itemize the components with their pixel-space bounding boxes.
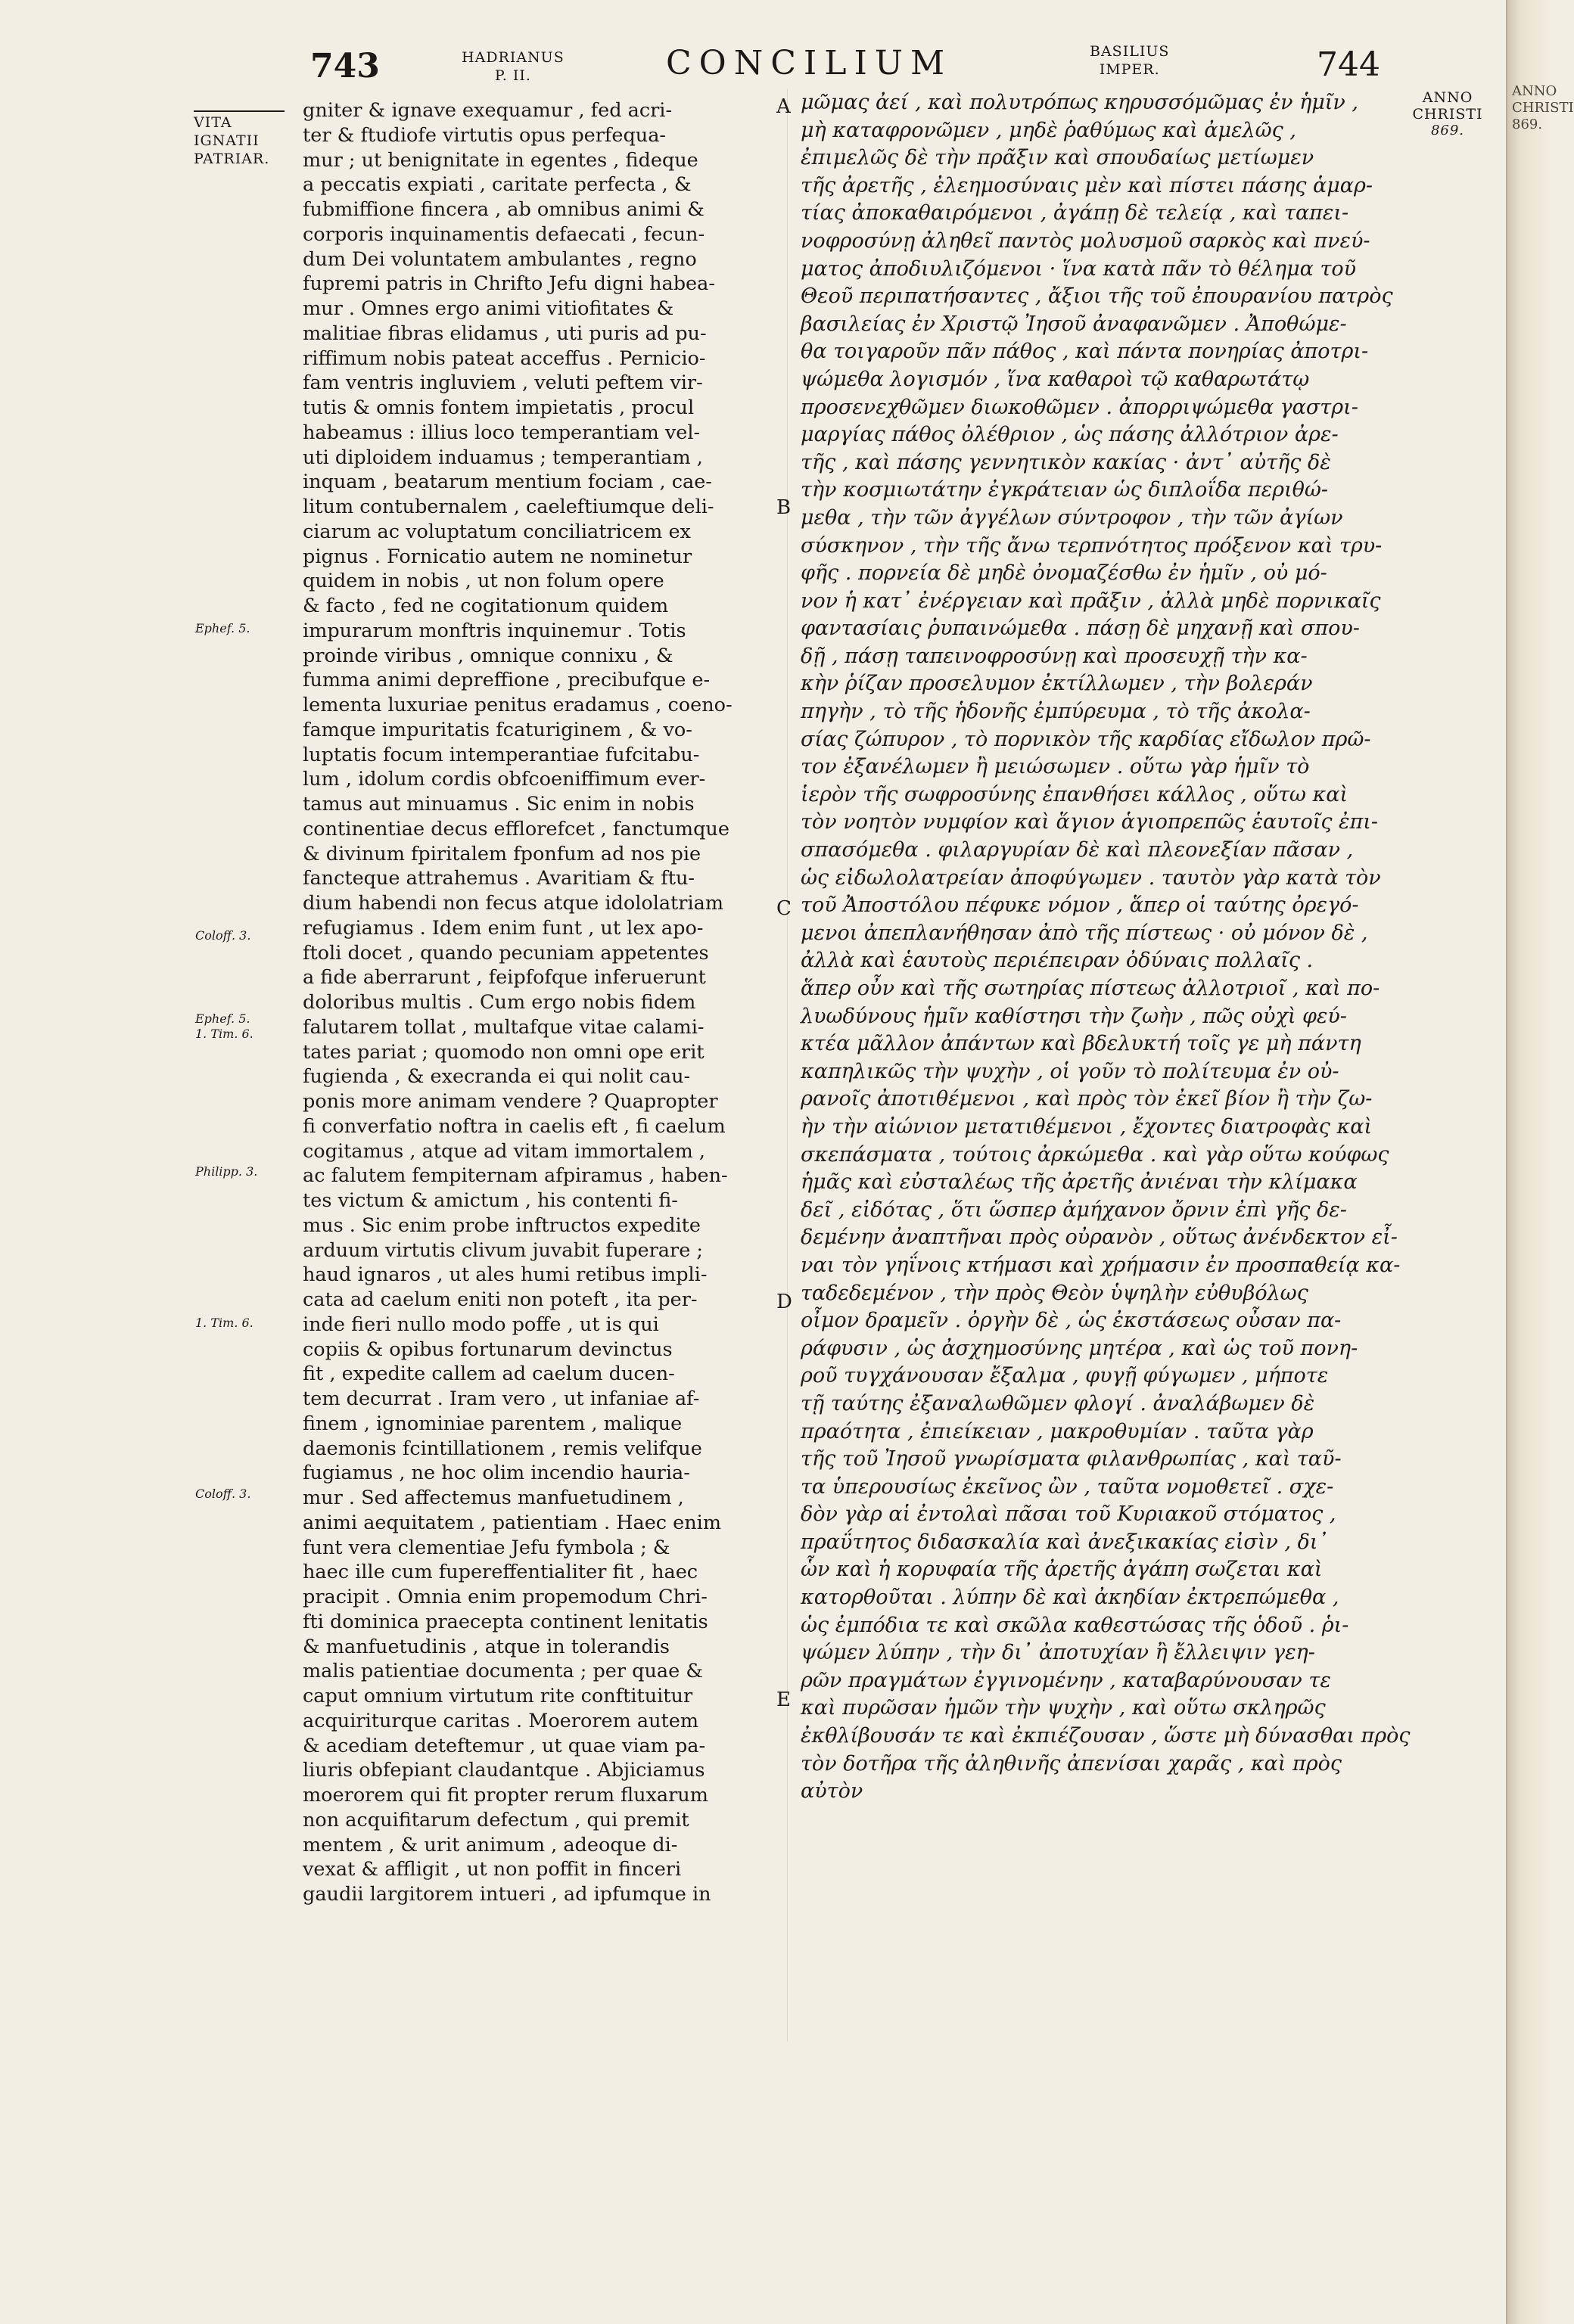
greek-text-line: ὡς εἰδωλολατρείαν ἀποφύγωμεν . ταυτὸν γὰρ κατὰ τὸν <box>801 865 1381 890</box>
latin-text-line: refugiamus . Idem enim funt , ut lex apo- <box>303 916 704 940</box>
greek-text-line: ράφυσιν , ὡς ἀσχημοσύνης μητέρα , καὶ ὡς τοῦ πονη- <box>801 1336 1358 1360</box>
latin-text-line: inquam , beatarum mentium fociam , cae- <box>303 471 712 494</box>
greek-text-line: ἐπιμελῶς δὲ τὴν πρᾶξιν καὶ σπουδαίως μετίωμεν <box>801 146 1314 170</box>
latin-text-line: & acediam deteftemur , ut quae viam pa- <box>303 1734 706 1757</box>
latin-text-line: cata ad caelum eniti non poteft , ita per- <box>303 1288 698 1311</box>
greek-text-line: κτέα μᾶλλον ἀπάντων καὶ βδελυκτή τοῖς γε μὴ πάντη <box>801 1032 1361 1056</box>
greek-text-line: τὸν νοητὸν νυμφίον καὶ ἅγιον ἁγιοπρεπῶς ἑαυτοῖς ἐπι- <box>801 810 1379 834</box>
latin-text-line: mentem , & urit animum , adeoque di- <box>303 1833 678 1856</box>
greek-text-line: καπηλικῶς τὴν ψυχὴν , οἱ γοῦν τὸ πολίτευμα ἐν οὐ- <box>801 1059 1339 1083</box>
side-label-vita-ignatii <box>194 110 285 168</box>
greek-text-line: σίας ζώπυρον , τὸ πορνικὸν τῆς καρδίας εἴδωλον πρῶ- <box>801 727 1371 751</box>
latin-text-line: fubmiffione fincera , ab omnibus animi & <box>303 198 705 221</box>
edge-anno: ANNO <box>1512 83 1557 99</box>
latin-text-line: cogitamus , atque ad vitam immortalem , <box>303 1139 706 1163</box>
latin-text-line: fupremi patris in Chrifto Jefu digni habea- <box>303 272 715 296</box>
latin-text-line: dum Dei voluntatem ambulantes , regno <box>303 247 697 271</box>
latin-text-line: vexat & affligit , ut non poffit in finceri <box>303 1858 682 1881</box>
greek-text-line: θα τοιγαροῦν πᾶν πάθος , καὶ πάντα πονηρίας ἀποτρι- <box>801 340 1369 364</box>
running-head-right-line2: IMPER. <box>1099 61 1160 78</box>
latin-text-line: daemonis fcintillationem , remis velifque <box>303 1437 702 1460</box>
latin-text-line: tes victum & amictum , his contenti fi- <box>303 1189 678 1212</box>
greek-text-line: ματος ἀποδιυλιζόμενοι · ἵνα κατὰ πᾶν τὸ θέλημα τοῦ <box>801 256 1357 281</box>
margin-note: Ephef. 5. <box>195 1011 250 1026</box>
latin-text-line: a peccatis expiati , caritate perfecta , & <box>303 173 692 197</box>
latin-text-line: fit , expedite callem ad caelum ducen- <box>303 1362 675 1386</box>
margin-note: Coloff. 3. <box>195 928 251 943</box>
section-letter-c: C <box>776 897 792 920</box>
greek-text-line: δεμένην ἀναπτῆναι πρὸς οὐρανὸν , οὕτως ἀνένδεκτον εἶ- <box>801 1226 1398 1250</box>
greek-text-line: φῆς . πορνεία δὲ μηδὲ ὀνομαζέσθω ἐν ἡμῖν , οὐ μό- <box>801 561 1327 586</box>
greek-text-line: τον ἐξανέλωμεν ἢ μειώσωμεν . οὕτω γὰρ ἡμῖν τὸ <box>801 755 1310 779</box>
latin-text-line: fugiamus , ne hoc olim incendio hauria- <box>303 1462 690 1485</box>
column-divider <box>787 89 788 2041</box>
latin-text-line: lementa luxuriae penitus eradamus , coeno- <box>303 694 733 716</box>
greek-text-line: τῆς ἀρετῆς , ἐλεημοσύναις μὲν καὶ πίστει πάσης ἁμαρ- <box>801 173 1373 197</box>
adjacent-page-edge <box>1506 0 1574 2324</box>
latin-text-line: fancteque attrahemus . Avaritiam & ftu- <box>303 867 695 890</box>
latin-text-line: caput omnium virtutum rite conftituitur <box>303 1685 693 1707</box>
latin-text-line: tem decurrat . Iram vero , ut infaniae af- <box>303 1387 700 1410</box>
greek-text-line: ὡς ἐμπόδια τε καὶ σκῶλα καθεστώσας τῆς ὁδοῦ . ῥι- <box>801 1613 1349 1637</box>
running-head-right-line1: BASILIUS <box>1090 43 1170 60</box>
greek-text-line: πραΰτητος διδασκαλία καὶ ἀνεξικακίας εἰσὶν , δι᾽ <box>801 1530 1328 1554</box>
section-letter-a: A <box>776 95 791 118</box>
running-head-left-line1: HADRIANUS <box>462 49 565 66</box>
latin-text-line: finem , ignominiae parentem , malique <box>303 1412 683 1435</box>
running-title: CONCILIUM <box>666 44 953 82</box>
latin-text-line: famque impuritatis fcaturiginem , & vo- <box>303 718 692 741</box>
margin-note: Coloff. 3. <box>195 1487 251 1501</box>
greek-text-line: αὐτὸν <box>801 1779 863 1804</box>
latin-text-line: fam ventris ingluviem , veluti peftem vir- <box>303 371 703 395</box>
greek-text-line: ψώμεν λύπην , τὴν δι᾽ ἀποτυχίαν ἢ ἔλλειψιν γεη- <box>801 1641 1315 1665</box>
greek-text-line: τίας ἀποκαθαιρόμενοι , ἀγάπῃ δὲ τελείᾳ , καὶ ταπει- <box>801 201 1349 225</box>
margin-note: 1. Tim. 6. <box>195 1316 254 1330</box>
latin-text-line: fi converfatio noftra in caelis eft , fi caelum <box>303 1114 726 1138</box>
greek-text-line: μαργίας πάθος ὀλέθριον , ὡς πάσης ἀλλότριον ἀρε- <box>801 423 1339 447</box>
latin-text-line: quidem in nobis , ut non folum opere <box>303 570 664 593</box>
latin-text-line: liuris obfepiant claudantque . Abjiciamus <box>303 1759 705 1782</box>
running-head-left-line2: P. II. <box>494 67 531 84</box>
latin-text-line: pracipit . Omnia enim propemodum Chri- <box>303 1586 708 1608</box>
latin-text-line: dium habendi non fecus atque idololatriam <box>303 892 724 915</box>
latin-text-line: gaudii largitorem intueri , ad ipfumque in <box>303 1883 711 1906</box>
latin-text-line: arduum virtutis clivum juvabit fuperare ; <box>303 1238 703 1262</box>
latin-text-line: continentiae decus efflorefcet , fanctumque <box>303 817 729 840</box>
greek-text-line: ἱερὸν τῆς σωφροσύνης ἐπανθήσει κάλλος , οὕτω καὶ <box>801 782 1348 806</box>
greek-text-column <box>801 89 1411 1806</box>
greek-text-line: προσενεχθῶμεν διωκοθῶμεν . ἀπορριψώμεθα γαστρι- <box>801 395 1358 419</box>
greek-text-line: Θεοῦ περιπατήσαντες , ἄξιοι τῆς τοῦ ἐπουρανίου πατρὸς <box>801 284 1393 309</box>
greek-text-line: πραότητα , ἐπιείκειαν , μακροθυμίαν . ταῦτα γὰρ <box>801 1419 1314 1443</box>
latin-text-line: funt vera clementiae Jefu fymbola ; & <box>303 1536 670 1559</box>
anno-line1: ANNO <box>1422 89 1473 106</box>
greek-text-line: τοῦ Ἀποστόλου πέφυκε νόμον , ἅπερ οἱ ταύτης ὀρεγό- <box>801 893 1359 918</box>
latin-text-column <box>303 98 775 1907</box>
latin-text-line: moerorem qui fit propter rerum fluxarum <box>303 1784 708 1807</box>
latin-text-line: mur . Omnes ergo animi vitiofitates & <box>303 297 674 320</box>
anno-year: 869. <box>1430 123 1465 138</box>
latin-text-line: inde fieri nullo modo poffe , ut is qui <box>303 1313 659 1336</box>
side-label-line1: VITA <box>194 114 232 131</box>
latin-text-line: mus . Sic enim probe inftructos expedite <box>303 1213 701 1237</box>
greek-text-line: ρανοῖς ἀποτιθέμενοι , καὶ πρὸς τὸν ἐκεῖ βίον ἢ τὴν ζω- <box>801 1087 1373 1111</box>
edge-christi: CHRISTI <box>1512 100 1574 116</box>
greek-text-line: νον ἡ κατ᾽ ἐνέργειαν καὶ πρᾶξιν , ἀλλὰ μηδὲ πορνικαῖς <box>801 589 1381 613</box>
latin-text-line: ftoli docet , quando pecuniam appetentes <box>303 941 709 965</box>
latin-text-line: corporis inquinamentis defaecati , fecun- <box>303 222 705 246</box>
latin-text-line: & manfuetudinis , atque in tolerandis <box>303 1635 670 1658</box>
greek-text-line: ἀλλὰ καὶ ἑαυτοὺς περιέπειραν ὀδύναις πολλαῖς . <box>801 949 1314 973</box>
greek-text-line: πηγὴν , τὸ τῆς ἡδονῆς ἐμπύρευμα , τὸ τῆς ἀκολα- <box>801 700 1311 724</box>
greek-text-line: βασιλείας ἐν Χριστῷ Ἰησοῦ ἀναφανῶμεν . Ἀποθώμε- <box>801 312 1347 336</box>
greek-text-line: ἡμᾶς καὶ εὐσταλέως τῆς ἀρετῆς ἀνιέναι τὴν κλίμακα <box>801 1170 1358 1195</box>
section-letter-b: B <box>776 496 792 519</box>
side-label-line2: IGNATII <box>194 132 260 149</box>
latin-text-line: & facto , fed ne cogitationum quidem <box>303 595 669 617</box>
latin-text-line: acquiriturque caritas . Moerorem autem <box>303 1709 699 1732</box>
greek-text-line: μῶμας ἀεί , καὶ πολυτρόπως κηρυσσόμῶμας ἐν ἡμῖν , <box>801 91 1358 114</box>
greek-text-line: καὶ πυρῶσαν ἡμῶν τὴν ψυχὴν , καὶ οὕτω σκληρῶς <box>801 1696 1326 1720</box>
latin-text-line: haec ille cum fupereffentialiter fit , haec <box>303 1561 698 1584</box>
edge-year: 869. <box>1512 117 1543 132</box>
latin-text-line: tates pariat ; quomodo non omni ope erit <box>303 1040 705 1064</box>
greek-text-line: φαντασίαις ῥυπαινώμεθα . πάσῃ δὲ μηχανῇ καὶ σπου- <box>801 617 1360 641</box>
latin-text-line: malis patientiae documenta ; per quae & <box>303 1660 704 1683</box>
latin-text-line: tamus aut minuamus . Sic enim in nobis <box>303 793 695 816</box>
greek-text-line: κὴν ῥίζαν προσελυμον ἐκτίλλωμεν , τὴν βολεράν <box>801 672 1313 696</box>
latin-text-line: lum , idolum cordis obfcoeniffimum ever- <box>303 768 706 791</box>
greek-text-line: δῇ , πάσῃ ταπεινοφροσύνῃ καὶ προσευχῇ τὴν κα- <box>801 644 1308 668</box>
greek-text-line: ἐκθλίβουσάν τε καὶ ἐκπιέζουσαν , ὥστε μὴ δύνασθαι πρὸς <box>801 1724 1411 1748</box>
page-number-left: 743 <box>310 47 380 85</box>
latin-text-line: habeamus : illius loco temperantiam vel- <box>303 421 701 444</box>
greek-text-line: σκεπάσματα , τούτοις ἀρκώμεθα . καὶ γὰρ οὕτω κούφως <box>801 1142 1389 1167</box>
running-head-right <box>1090 42 1169 79</box>
greek-text-line: ἅπερ οὖν καὶ τῆς σωτηρίας πίστεως ἀλλοτριοῖ , καὶ πο- <box>801 977 1380 1000</box>
latin-text-line: mur . Sed affectemus manfuetudinem , <box>303 1487 684 1509</box>
greek-text-line: λυωδύνους ἡμῖν καθίστησι τὴν ζωὴν , πῶς οὐχὶ φεύ- <box>801 1004 1347 1028</box>
greek-text-line: ψώμεθα λογισμόν , ἵνα καθαροὶ τῷ καθαρωτάτῳ <box>801 367 1310 391</box>
latin-text-line: copiis & opibus fortunarum devinctus <box>303 1338 673 1361</box>
latin-text-line: fugienda , & execranda ei qui nolit cau- <box>303 1065 691 1089</box>
section-letter-d: D <box>776 1291 792 1313</box>
latin-text-line: uti diploidem induamus ; temperantiam , <box>303 446 703 469</box>
latin-text-line: pignus . Fornicatio autem ne nominetur <box>303 545 692 568</box>
latin-text-line: tutis & omnis fontem impietatis , procul <box>303 396 695 419</box>
greek-text-line: ὴν τὴν αἰώνιον μετατιθέμενοι , ἔχοντες διατροφὰς καὶ <box>801 1114 1373 1139</box>
greek-text-line: δὸν γὰρ αἱ ἐντολαὶ πᾶσαι τοῦ Κυριακοῦ στόματος , <box>801 1502 1336 1527</box>
greek-text-line: κατορθοῦται . λύπην δὲ καὶ ἀκηδίαν ἐκτρεπώμεθα , <box>801 1586 1339 1610</box>
latin-text-line: gniter & ignave exequamur , fed acri- <box>303 99 673 122</box>
margin-note: Ephef. 5. <box>195 621 250 635</box>
latin-text-line: fti dominica praecepta continent lenitatis <box>303 1610 708 1633</box>
greek-text-line: τα ὑπερουσίως ἐκεῖνος ὢν , ταῦτα νομοθετεῖ . σχε- <box>801 1474 1334 1499</box>
latin-text-line: a fide aberrarunt , feipfofque inferuerunt <box>303 966 706 990</box>
greek-text-line: νοφροσύνῃ ἀληθεῖ παντὸς μολυσμοῦ σαρκὸς καὶ πνεύ- <box>801 228 1370 253</box>
latin-text-line: ter & ftudiofe virtutis opus perfequa- <box>303 123 667 147</box>
latin-text-line: animi aequitatem , patientiam . Haec enim <box>303 1511 722 1534</box>
greek-text-line: μεθα , τὴν τῶν ἀγγέλων σύντροφον , τὴν τῶν ἀγίων <box>801 505 1343 530</box>
latin-text-line: fumma animi depreffione , precibufque e- <box>303 669 711 692</box>
latin-text-line: litum contubernalem , caeleftiumque deli- <box>303 496 714 518</box>
latin-text-line: riffimum nobis pateat acceffus . Pernicio- <box>303 346 706 370</box>
section-letter-e: E <box>776 1689 791 1711</box>
latin-text-line: falutarem tollat , multafque vitae calami- <box>303 1015 705 1039</box>
greek-text-line: ὧν καὶ ἡ κορυφαία τῆς ἀρετῆς ἀγάπη σωζεται καὶ <box>801 1558 1323 1582</box>
page-number-right: 744 <box>1317 45 1380 84</box>
latin-text-line: non acquifitarum defectum , qui premit <box>303 1808 689 1832</box>
latin-text-line: ponis more animam vendere ? Quapropter <box>303 1090 718 1113</box>
latin-text-line: doloribus multis . Cum ergo nobis fidem <box>303 991 696 1014</box>
greek-text-line: ταδεδεμένον , τὴν πρὸς Θεὸν ὑψηλὴν εὐθυβόλως <box>801 1281 1308 1305</box>
greek-text-line: τὴν κοσμιωτάτην ἐγκράτειαν ὡς διπλοΐδα περιθώ- <box>801 478 1329 502</box>
greek-text-line: σύσκηνον , τὴν τῆς ἄνω τερπνότητος πρόξενον καὶ τρυ- <box>801 533 1383 558</box>
latin-text-line: impurarum monftris inquinemur . Totis <box>303 619 686 642</box>
side-label-line3: PATRIAR. <box>194 151 270 167</box>
latin-text-line: luptatis focum intemperantiae fufcitabu- <box>303 743 700 766</box>
page-header <box>0 0 1550 98</box>
greek-text-line: τῇ ταύτης ἐξαναλωθῶμεν φλογί . ἀναλάβωμεν δὲ <box>801 1391 1315 1415</box>
greek-text-line: ναι τὸν γηΐνοις κτήμασι καὶ χρήμασιν ἐν προσπαθείᾳ κα- <box>801 1253 1401 1277</box>
greek-text-line: ρῶν πραγμάτων ἐγγινομένην , καταβαρύνουσαν τε <box>801 1668 1331 1692</box>
greek-text-line: μὴ καταφρονῶμεν , μηδὲ ῥαθύμως καὶ ἀμελῶς , <box>801 118 1296 142</box>
latin-text-line: haud ignaros , ut ales humi retibus impli- <box>303 1263 708 1287</box>
latin-text-line: & divinum fpiritalem fponfum ad nos pie <box>303 842 701 865</box>
latin-text-line: mur ; ut benignitate in egentes , fideque <box>303 148 698 172</box>
greek-text-line: οἶμον δραμεῖν . ὀργὴν δὲ , ὡς ἐκστάσεως οὖσαν πα- <box>801 1309 1342 1333</box>
greek-text-line: τῆς , καὶ πάσης γεννητικὸν κακίας · ἀντ᾽ αὐτῆς δὲ <box>801 450 1331 474</box>
greek-text-line: ροῦ τυγχάνουσαν ἔξαλμα , φυγῇ φύγωμεν , μήποτε <box>801 1364 1329 1388</box>
greek-text-line: τὸν δοτῆρα τῆς ἀληθινῆς ἀπενίσαι χαρᾶς , καὶ πρὸς <box>801 1751 1342 1776</box>
greek-text-line: δεῖ , εἰδότας , ὅτι ὥσπερ ἀμήχανον ὄρνιν ἐπὶ γῆς δε- <box>801 1198 1347 1222</box>
latin-text-line: ciarum ac voluptatum conciliatricem ex <box>303 520 691 543</box>
latin-text-line: ac falutem fempiternam afpiramus , haben- <box>303 1164 728 1188</box>
margin-note: 1. Tim. 6. <box>195 1027 254 1041</box>
anno-line2: CHRISTI <box>1412 106 1483 123</box>
greek-text-line: σπασόμεθα . φιλαργυρίαν δὲ καὶ πλεονεξίαν πᾶσαν , <box>801 838 1354 862</box>
greek-text-line: μενοι ἀπεπλανήθησαν ἀπὸ τῆς πίστεως · οὐ μόνον δὲ , <box>801 921 1368 945</box>
latin-text-line: proinde viribus , omnique connixu , & <box>303 644 673 667</box>
running-head-left <box>462 48 565 85</box>
anno-christi-box <box>1406 89 1489 139</box>
latin-text-line: malitiae fibras elidamus , uti puris ad pu- <box>303 322 707 345</box>
greek-text-line: τῆς τοῦ Ἰησοῦ γνωρίσματα φιλανθρωπίας , καὶ ταῦ- <box>801 1447 1342 1471</box>
margin-note: Philipp. 3. <box>195 1164 258 1179</box>
